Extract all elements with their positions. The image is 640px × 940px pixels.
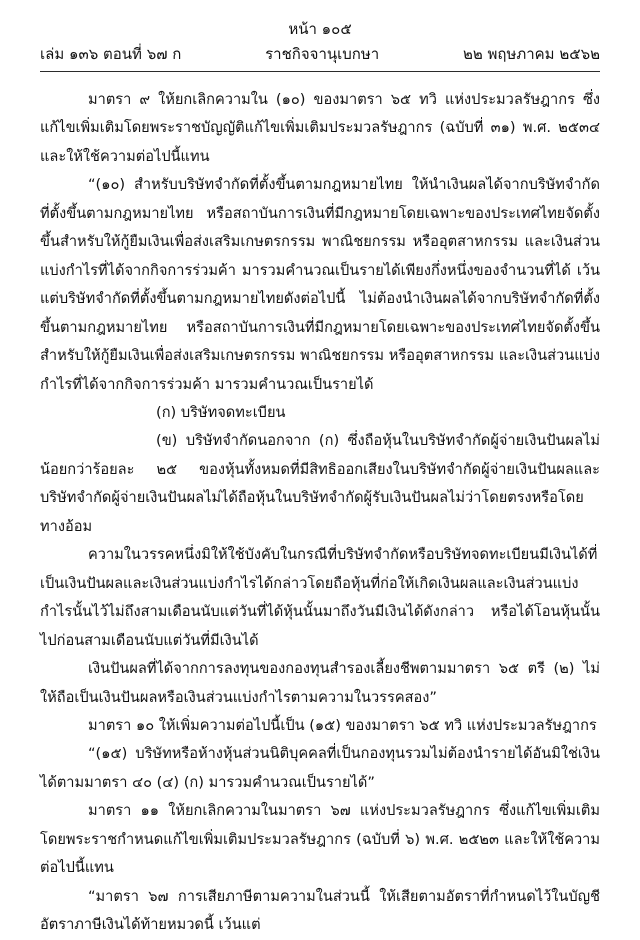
paragraph-clause-15: “(๑๕) บริษัทหรือห้างหุ้นส่วนนิติบุคคลที่เป็นกองทุนรวมไม่ต้องนำรายได้อันมิใช่เงินได้ตามมาตรา ๔๐ (๔) (ก) มารวมคำนวณเป็นรายได้” <box>40 745 600 791</box>
header-line <box>40 43 600 66</box>
paragraph-section-10: มาตรา ๑๐ ให้เพิ่มความต่อไปนี้เป็น (๑๕) ของมาตรา ๖๕ ทวิ แห่งประมวลรัษฎากร <box>88 716 597 734</box>
paragraph-second-para: ความในวรรคหนึ่งมิให้ใช้บังคับในกรณีที่บริษัทจำกัดหรือบริษัทจดทะเบียนมีเงินได้ที่เป็นเงินปันผลและเงินส่วนแบ่งกำไรได้กล่าวโดยถือหุ้นที่ก่อให้เกิดเงินผลและเงินส่วนแบ่งกำไรนั้นไว้ไม่ถึงสามเดือนนับแต่วันที่ได้หุ้นนั้นมาถึงวันมีเงินได้ดังกล่าว หรือได้โอนหุ้นนั้นไปก่อนสามเดือนนับแต่วันที่มีเงินได้ <box>40 546 600 649</box>
paragraph-clause-10: “(๑๐) สำหรับบริษัทจำกัดที่ตั้งขึ้นตามกฎหมายไทย ให้นำเงินผลได้จากบริษัทจำกัดที่ตั้งขึ้นตามกฎหมายไทย หรือสถาบันการเงินที่มีกฎหมายโดยเฉพาะของประเทศไทยจัดตั้งขึ้นสำหรับให้กู้ยืมเงินเพื่อส่งเสริมเกษตรกรรม พาณิชยกรรม หรืออุตสาหกรรม และเงินส่วนแบ่งกำไรที่ได้จากกิจการร่วมค้า มารวมคำนวณเป็นรายได้เพียงกึ่งหนึ่งของจำนวนที่ได้ เว้นแต่บริษัทจำกัดที่ตั้งขึ้นตามกฎหมายไทยดังต่อไปนี้ ไม่ต้องนำเงินผลได้จากบริษัทจำกัดที่ตั้งขึ้นตามกฎหมายไทย หรือสถาบันการเงินที่มีกฎหมายโดยเฉพาะของประเทศไทยจัดตั้งขึ้นสำหรับให้กู้ยืมเงินเพื่อส่งเสริมเกษตรกรรม พาณิชยกรรม หรืออุตสาหกรรม และเงินส่วนแบ่งกำไรที่ได้จากกิจการร่วมค้า มารวมคำนวณเป็นรายได้ <box>40 176 600 393</box>
page-header <box>40 18 600 65</box>
paragraph-section-9: มาตรา ๙ ให้ยกเลิกความใน (๑๐) ของมาตรา ๖๕ ทวิ แห่งประมวลรัษฎากร ซึ่งแก้ไขเพิ่มเติมโดยพระราชบัญญัติแก้ไขเพิ่มเติมประมวลรัษฎากร (ฉบับที่ ๓๑) พ.ศ. ๒๕๓๔ และให้ใช้ความต่อไปนี้แทน <box>40 91 600 165</box>
paragraph-subclause-ka: (ก) บริษัทจดทะเบียน <box>156 403 286 421</box>
paragraph-provident-fund: เงินปันผลที่ได้จากการลงทุนของกองทุนสำรองเลี้ยงชีพตามมาตรา ๖๕ ตรี (๒) ไม่ให้ถือเป็นเงินปันผลหรือเงินส่วนแบ่งกำไรตามความในวรรคสอง” <box>40 660 600 706</box>
volume-label: เล่ม ๑๓๖ ตอนที่ ๖๗ ก <box>40 44 182 63</box>
paragraph-section-11: มาตรา ๑๑ ให้ยกเลิกความในมาตรา ๖๗ แห่งประมวลรัษฎากร ซึ่งแก้ไขเพิ่มเติมโดยพระราชกำหนดแก้ไขเพิ่มเติมประมวลรัษฎากร (ฉบับที่ ๖) พ.ศ. ๒๕๒๓ และให้ใช้ความต่อไปนี้แทน <box>40 802 600 877</box>
paragraph-section-67: “มาตรา ๖๗ การเสียภาษีตามความในส่วนนี้ ให้เสียตามอัตราที่กำหนดไว้ในบัญชีอัตราภาษีเงินได้ท้ายหมวดนี้ เว้นแต่ <box>40 887 600 934</box>
page-number-label: หน้า ๑๐๕ <box>288 20 352 38</box>
document-body <box>40 86 600 940</box>
header-divider <box>40 71 600 72</box>
paragraph-subclause-kha: (ข) บริษัทจำกัดนอกจาก (ก) ซึ่งถือหุ้นในบริษัทจำกัดผู้จ่ายเงินปันผลไม่น้อยกว่าร้อยละ ๒๕ ของหุ้นทั้งหมดที่มีสิทธิออกเสียงในบริษัทจำกัดผู้จ่ายเงินปันผลและบริษัทจำกัดผู้จ่ายเงินปันผลไม่ได้ถือหุ้นในบริษัทจำกัดผู้รับเงินปันผลไม่ว่าโดยตรงหรือโดยทางอ้อม <box>40 432 600 535</box>
publication-date: ๒๒ พฤษภาคม ๒๕๖๒ <box>462 44 600 63</box>
gazette-title: ราชกิจจานุเบกษา <box>265 44 380 63</box>
